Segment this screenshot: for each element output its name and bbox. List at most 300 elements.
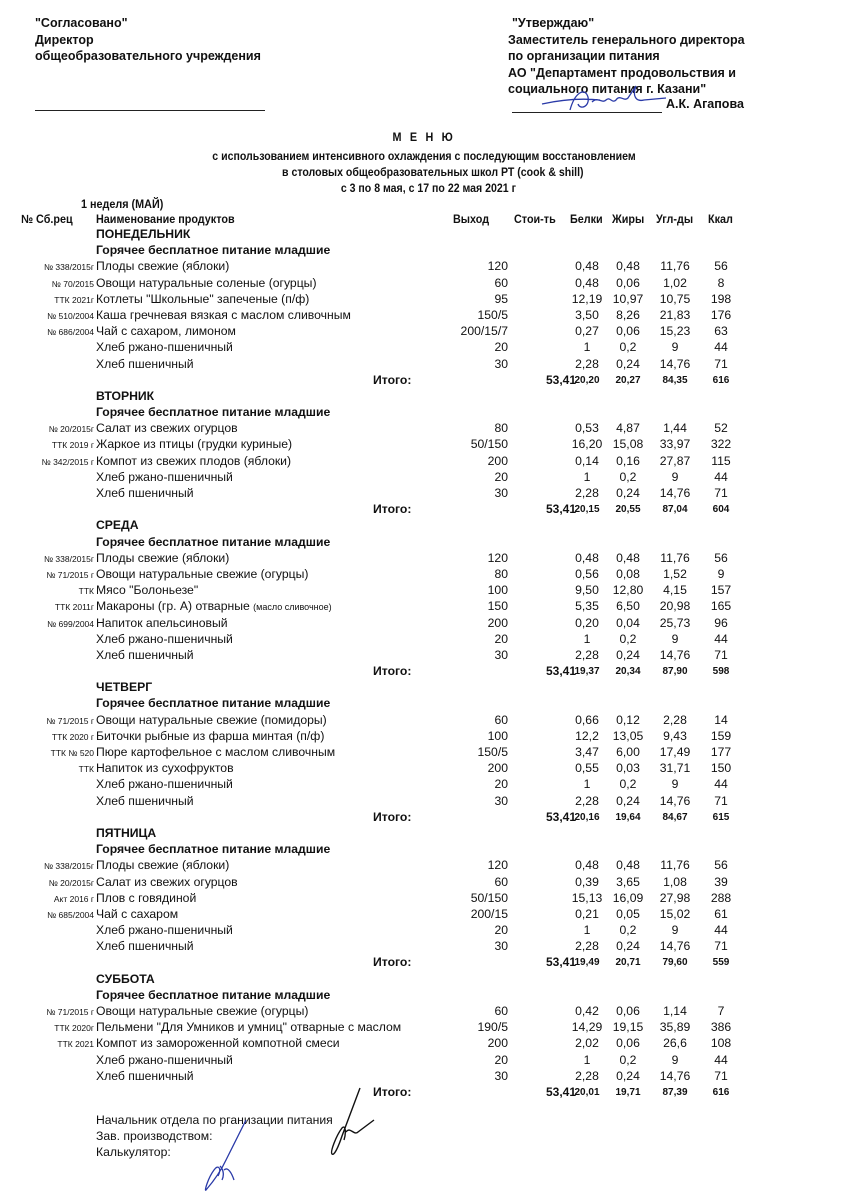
product-name (96, 777, 233, 791)
table-header (0, 212, 848, 228)
total-kcal: 559 (712, 957, 730, 969)
kcal-value: 44 (714, 631, 728, 646)
signature-head-icon (328, 1086, 378, 1158)
agreed-title: "Согласовано" (35, 16, 128, 30)
product-name-text: Хлеб ржано-пшеничный (96, 1052, 233, 1067)
recipe-code: № 70/2015 (51, 278, 94, 289)
carbs-value: 17,49 (659, 745, 691, 759)
product-name-text: Макароны (гр. А) отварные (96, 599, 250, 614)
output-value: 20 (494, 469, 508, 484)
total-kcal: 598 (712, 666, 730, 678)
kcal-value: 386 (710, 1020, 732, 1035)
fat-value: 6,50 (616, 599, 640, 614)
carbs-value: 1,14 (663, 1004, 687, 1018)
protein-value: 0,14 (575, 453, 599, 468)
output-value: 60 (494, 874, 508, 889)
section-name: Горячее бесплатное питание младшие (96, 243, 331, 258)
kcal-value: 7 (717, 1004, 725, 1018)
recipe-code: № 510/2004 (47, 310, 94, 321)
product-name (96, 1069, 194, 1083)
product-name-text: Хлеб ржано-пшеничный (96, 340, 233, 355)
total-carbs: 87,04 (662, 504, 688, 516)
protein-value: 1 (583, 1052, 591, 1067)
day-header-row (0, 972, 848, 988)
fat-value: 0,2 (619, 340, 637, 355)
product-name (96, 907, 178, 921)
total-carbs: 87,90 (662, 666, 688, 678)
table-row (0, 308, 848, 324)
carbs-value: 4,15 (663, 583, 687, 598)
table-row (0, 551, 848, 567)
total-fat: 19,64 (615, 811, 641, 823)
recipe-code: № 71/2015 г (46, 569, 94, 580)
product-name-text: Хлеб пшеничный (96, 486, 194, 500)
recipe-code: ТТК 2020г (54, 1023, 94, 1034)
fat-value: 0,24 (616, 486, 640, 500)
output-value: 30 (494, 486, 508, 500)
table-row (0, 454, 848, 470)
fat-value: 4,87 (616, 421, 640, 436)
recipe-code: ТТК 2020 г (51, 731, 94, 742)
product-name-text: Овощи натуральные свежие (помидоры) (96, 712, 327, 727)
product-name-text: Салат из свежих огурцов (96, 874, 238, 889)
protein-value: 0,21 (575, 906, 599, 921)
carbs-value: 35,89 (659, 1020, 691, 1035)
protein-value: 2,28 (575, 939, 599, 954)
day-header-row (0, 826, 848, 842)
carbs-value: 31,71 (659, 761, 691, 776)
protein-value: 2,28 (575, 793, 599, 808)
recipe-code: ТТК 2021г (54, 294, 94, 305)
day-name: ВТОРНИК (96, 388, 155, 403)
carbs-value: 9 (671, 469, 679, 484)
product-name-text: Чай с сахаром, лимоном (96, 324, 236, 339)
fat-value: 0,24 (616, 1068, 640, 1083)
table-row (0, 470, 848, 486)
col-protein: Белки (570, 212, 603, 226)
output-value: 20 (494, 1052, 508, 1067)
total-row (0, 1085, 848, 1101)
carbs-value: 26,6 (663, 1036, 687, 1051)
section-header-row (0, 988, 848, 1004)
protein-value: 2,28 (575, 1068, 599, 1083)
subtitle-2: в столовых общеобразовательных школ РТ (cook & shill) (282, 165, 584, 179)
product-note: (масло сливочное) (253, 602, 332, 613)
product-name (96, 648, 194, 662)
total-carbs: 79,60 (662, 957, 688, 969)
output-value: 60 (494, 275, 508, 290)
page-title: М Е Н Ю (392, 130, 456, 144)
product-name (96, 276, 317, 290)
total-cost: 53,41 (545, 372, 576, 387)
recipe-code: № 20/2015г (48, 877, 94, 888)
total-cost: 53,41 (545, 955, 576, 970)
product-name (96, 616, 228, 630)
day-name: ПЯТНИЦА (96, 825, 157, 840)
recipe-code: Акт 2016 г (53, 893, 94, 904)
carbs-value: 15,02 (659, 906, 691, 921)
section-header-row (0, 535, 848, 551)
col-carbs: Угл-ды (656, 212, 694, 226)
total-label: Итого: (373, 372, 412, 387)
recipe-code: № 338/2015г (43, 861, 94, 872)
total-fat: 20,71 (615, 957, 641, 969)
total-label: Итого: (373, 955, 412, 970)
col-fat: Жиры (612, 212, 645, 226)
carbs-value: 27,87 (659, 453, 691, 468)
product-name-text: Хлеб пшеничный (96, 647, 194, 662)
recipe-code: ТТК 2019 г (51, 440, 94, 451)
product-name (96, 454, 291, 468)
footer-line1: Начальник отдела по рганизации питания (96, 1113, 333, 1127)
protein-value: 16,20 (571, 437, 603, 452)
protein-value: 2,28 (575, 356, 599, 371)
fat-value: 16,09 (612, 890, 644, 905)
kcal-value: 322 (710, 437, 732, 452)
protein-value: 0,53 (575, 421, 599, 436)
product-name-text: Плоды свежие (яблоки) (96, 259, 230, 274)
product-name-text: Хлеб пшеничный (96, 1068, 194, 1083)
product-name (96, 1036, 340, 1050)
output-value: 100 (487, 583, 508, 598)
footer-line2: Зав. производством: (96, 1129, 213, 1143)
table-row (0, 907, 848, 923)
carbs-value: 1,52 (663, 566, 687, 581)
protein-value: 9,50 (575, 583, 599, 598)
table-row (0, 875, 848, 891)
table-row (0, 632, 848, 648)
subtitle-1: с использованием интенсивного охлаждения с последующим восстановлением (212, 149, 636, 163)
product-name-text: Овощи натуральные соленые (огурцы) (96, 275, 317, 290)
product-name (96, 1020, 401, 1034)
output-value: 30 (494, 1068, 508, 1083)
output-value: 30 (494, 939, 508, 954)
kcal-value: 108 (710, 1036, 732, 1051)
fat-value: 0,05 (616, 906, 640, 921)
total-protein: 19,37 (574, 666, 600, 678)
table-row (0, 1069, 848, 1085)
total-carbs: 84,67 (662, 811, 688, 823)
protein-value: 0,27 (575, 324, 599, 339)
output-value: 80 (494, 566, 508, 581)
output-value: 20 (494, 340, 508, 355)
fat-value: 15,08 (612, 437, 644, 452)
protein-value: 1 (583, 923, 591, 938)
recipe-code: № 338/2015г (43, 553, 94, 564)
table-row (0, 276, 848, 292)
fat-value: 0,2 (619, 1052, 637, 1067)
table-row (0, 292, 848, 308)
kcal-value: 165 (710, 599, 732, 614)
product-name-text: Каша гречневая вязкая с маслом сливочным (96, 307, 351, 322)
carbs-value: 20,98 (659, 599, 691, 614)
day-header-row (0, 389, 848, 405)
day-header-row (0, 518, 848, 534)
product-name (96, 745, 335, 759)
product-name-text: Котлеты "Школьные" запеченые (п/ф) (96, 291, 310, 306)
total-label: Итого: (373, 502, 412, 517)
output-value: 120 (487, 550, 508, 565)
fat-value: 12,80 (612, 583, 644, 598)
table-row (0, 794, 848, 810)
kcal-value: 96 (714, 615, 728, 630)
product-name-text: Пюре картофельное с маслом сливочным (96, 745, 336, 759)
table-row (0, 1036, 848, 1052)
product-name (96, 357, 194, 371)
kcal-value: 44 (714, 923, 728, 938)
signature-line-left (35, 110, 265, 111)
section-header-row (0, 842, 848, 858)
product-name-text: Пельмени "Для Умников и умниц" отварные с маслом (96, 1020, 402, 1035)
fat-value: 13,05 (612, 728, 644, 743)
product-name-text: Хлеб пшеничный (96, 939, 194, 954)
product-name (96, 599, 332, 613)
kcal-value: 71 (714, 939, 728, 954)
output-value: 30 (494, 647, 508, 662)
product-name (96, 551, 229, 565)
section-name: Горячее бесплатное питание младшие (96, 842, 331, 857)
output-value: 95 (494, 291, 508, 306)
product-name (96, 891, 196, 905)
protein-value: 2,28 (575, 486, 599, 500)
table-row (0, 1020, 848, 1036)
product-name-text: Чай с сахаром (96, 906, 179, 921)
kcal-value: 56 (714, 858, 728, 873)
product-name-text: Овощи натуральные свежие (огурцы) (96, 1004, 309, 1018)
fat-value: 0,24 (616, 647, 640, 662)
product-name-text: Плоды свежие (яблоки) (96, 550, 230, 565)
kcal-value: 288 (710, 890, 732, 905)
section-name: Горячее бесплатное питание младшие (96, 987, 331, 1002)
product-name (96, 729, 324, 743)
protein-value: 1 (583, 777, 591, 792)
kcal-value: 177 (710, 745, 732, 759)
kcal-value: 14 (714, 712, 728, 727)
total-protein: 20,01 (574, 1086, 600, 1098)
total-fat: 20,34 (615, 666, 641, 678)
fat-value: 3,65 (616, 874, 640, 889)
carbs-value: 9 (671, 631, 679, 646)
total-carbs: 87,39 (662, 1086, 688, 1098)
day-name: СРЕДА (96, 518, 139, 533)
table-row (0, 357, 848, 373)
table-row (0, 437, 848, 453)
kcal-value: 63 (714, 324, 728, 339)
protein-value: 0,55 (575, 761, 599, 776)
carbs-value: 9 (671, 340, 679, 355)
kcal-value: 71 (714, 1068, 728, 1083)
fat-value: 0,2 (619, 777, 637, 792)
total-cost: 53,41 (545, 809, 576, 824)
protein-value: 14,29 (571, 1020, 603, 1035)
carbs-value: 11,76 (660, 858, 690, 873)
carbs-value: 9,43 (663, 728, 687, 743)
total-protein: 20,15 (574, 504, 600, 516)
output-value: 80 (494, 421, 508, 436)
kcal-value: 44 (714, 777, 728, 792)
fat-value: 0,24 (616, 793, 640, 808)
output-value: 50/150 (470, 890, 508, 905)
output-value: 200 (487, 453, 508, 468)
protein-value: 1 (583, 469, 591, 484)
product-name (96, 939, 194, 953)
fat-value: 0,04 (616, 615, 640, 630)
table-row (0, 583, 848, 599)
product-name-text: Напиток апельсиновый (96, 615, 228, 630)
product-name (96, 340, 233, 354)
recipe-code: № 338/2015г (43, 262, 94, 273)
output-value: 190/5 (477, 1020, 508, 1035)
carbs-value: 1,08 (663, 874, 687, 889)
recipe-code: ТТК (78, 586, 94, 597)
output-value: 20 (494, 631, 508, 646)
section-header-row (0, 405, 848, 421)
recipe-code: № 71/2015 г (46, 1007, 94, 1017)
product-name (96, 292, 309, 306)
output-value: 200 (487, 615, 508, 630)
kcal-value: 159 (710, 728, 732, 743)
product-name-text: Хлеб ржано-пшеничный (96, 469, 233, 484)
total-row (0, 502, 848, 518)
kcal-value: 71 (714, 486, 728, 500)
carbs-value: 10,75 (659, 291, 691, 306)
product-name (96, 437, 292, 451)
total-cost: 53,41 (545, 502, 576, 517)
protein-value: 3,47 (575, 745, 599, 759)
output-value: 120 (487, 259, 508, 274)
kcal-value: 115 (711, 453, 731, 468)
output-value: 20 (494, 777, 508, 792)
recipe-code: № 20/2015г (48, 424, 94, 435)
approve-line2: по организации питания (508, 49, 660, 63)
total-fat: 20,27 (615, 374, 641, 386)
protein-value: 0,66 (575, 712, 599, 727)
product-name-text: Хлеб ржано-пшеничный (96, 631, 233, 646)
day-header-row (0, 680, 848, 696)
product-name (96, 324, 236, 338)
footer-line3: Калькулятор: (96, 1145, 171, 1159)
product-name (96, 632, 233, 646)
kcal-value: 61 (714, 906, 728, 921)
fat-value: 0,03 (616, 761, 640, 776)
total-kcal: 616 (712, 374, 730, 386)
day-name: ЧЕТВЕРГ (96, 680, 153, 695)
product-name (96, 583, 198, 597)
product-name-text: Напиток из сухофруктов (96, 761, 234, 776)
protein-value: 1 (583, 631, 591, 646)
product-name-text: Салат из свежих огурцов (96, 421, 238, 436)
table-row (0, 616, 848, 632)
product-name (96, 713, 327, 727)
approve-line1: Заместитель генерального директора (508, 32, 745, 47)
kcal-value: 157 (710, 583, 732, 598)
kcal-value: 52 (714, 421, 728, 436)
kcal-value: 150 (710, 761, 732, 776)
product-name (96, 923, 233, 937)
product-name (96, 875, 238, 889)
carbs-value: 9 (671, 777, 679, 792)
table-row (0, 599, 848, 615)
approval-agreed-block (35, 15, 261, 65)
fat-value: 0,16 (616, 453, 640, 468)
product-name-text: Плоды свежие (яблоки) (96, 858, 230, 873)
carbs-value: 14,76 (659, 356, 691, 371)
signature-calculator-icon (200, 1118, 250, 1193)
fat-value: 0,48 (616, 550, 640, 565)
output-value: 30 (494, 793, 508, 808)
section-name: Горячее бесплатное питание младшие (96, 696, 331, 711)
agreed-line2: общеобразовательного учреждения (35, 49, 261, 63)
carbs-value: 15,23 (659, 324, 691, 339)
protein-value: 0,48 (575, 858, 599, 873)
fat-value: 0,48 (616, 259, 640, 274)
product-name-text: Биточки рыбные из фарша минтая (п/ф) (96, 728, 325, 743)
fat-value: 0,24 (616, 939, 640, 954)
protein-value: 0,48 (575, 259, 599, 274)
kcal-value: 44 (714, 469, 728, 484)
output-value: 60 (494, 1004, 508, 1018)
product-name (96, 470, 233, 484)
output-value: 60 (494, 712, 508, 727)
total-cost: 53,41 (545, 664, 576, 679)
kcal-value: 71 (714, 647, 728, 662)
protein-value: 15,13 (571, 890, 603, 905)
section-name: Горячее бесплатное питание младшие (96, 534, 331, 549)
table-row (0, 777, 848, 793)
total-protein: 20,16 (574, 811, 600, 823)
approve-line4: социального питания г. Казани" (508, 82, 707, 96)
product-name (96, 858, 229, 872)
menu-table-body (0, 227, 848, 1101)
protein-value: 0,56 (575, 566, 599, 581)
col-output: Выход (453, 212, 490, 226)
fat-value: 0,2 (619, 923, 637, 938)
output-value: 200/15 (470, 906, 508, 921)
product-name (96, 486, 194, 500)
product-name (96, 1053, 233, 1067)
fat-value: 0,12 (616, 712, 640, 727)
table-row (0, 761, 848, 777)
product-name-text: Компот из свежих плодов (яблоки) (96, 453, 292, 468)
kcal-value: 39 (714, 874, 728, 889)
product-name-text: Компот из замороженной компотной смеси (96, 1036, 340, 1051)
col-code: № Сб.рец (21, 212, 73, 226)
table-row (0, 923, 848, 939)
protein-value: 2,28 (575, 647, 599, 662)
table-row (0, 729, 848, 745)
kcal-value: 198 (710, 291, 732, 306)
recipe-code: ТТК № 520 (50, 748, 94, 758)
table-row (0, 1004, 848, 1020)
col-cost: Стои-ть (514, 212, 556, 226)
protein-value: 0,48 (575, 550, 599, 565)
kcal-value: 9 (717, 566, 725, 581)
product-name-text: Овощи натуральные свежие (огурцы) (96, 566, 309, 581)
approver-name: А.К. Агапова (666, 97, 744, 111)
col-name: Наименование продуктов (96, 212, 235, 226)
day-name: СУББОТА (96, 971, 155, 986)
recipe-code: № 342/2015 г (41, 456, 94, 467)
approve-line3: АО "Департамент продовольствия и (508, 65, 736, 80)
day-header-row (0, 227, 848, 243)
kcal-value: 56 (714, 259, 728, 274)
approve-title: "Утверждаю" (512, 16, 595, 30)
day-name: ПОНЕДЕЛЬНИК (96, 227, 191, 241)
table-row (0, 1053, 848, 1069)
carbs-value: 25,73 (659, 615, 691, 630)
recipe-code: ТТК 2021 (57, 1039, 94, 1050)
kcal-value: 8 (717, 275, 725, 290)
